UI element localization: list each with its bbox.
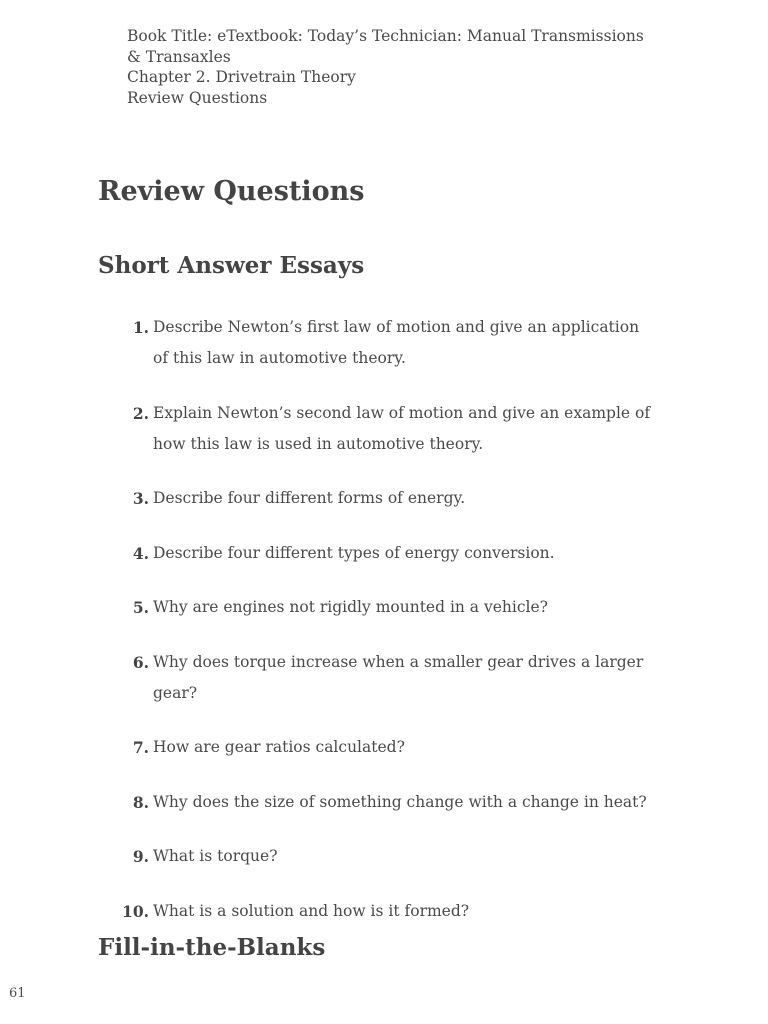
- question-item: [98, 592, 658, 623]
- question-text: Why does torque increase when a smaller gear drives a larger gear?: [153, 652, 644, 702]
- fill-in-the-blanks-heading: Fill-in-the-Blanks: [98, 934, 326, 961]
- question-number: 7.: [132, 738, 149, 757]
- question-text: Describe Newton’s first law of motion and give an application of this law in automotive theory.: [153, 318, 640, 367]
- question-item: [98, 538, 658, 569]
- question-number: 6.: [132, 652, 149, 672]
- question-item: [98, 398, 658, 460]
- short-answer-question-list: [98, 312, 658, 950]
- question-number: 10.: [122, 901, 149, 921]
- question-text: What is torque?: [153, 847, 278, 865]
- question-number: 2.: [132, 403, 149, 423]
- question-text: Why does the size of something change with a change in heat?: [153, 792, 647, 811]
- chapter-title: Chapter 2. Drivetrain Theory: [127, 68, 356, 86]
- question-text: Describe four different types of energy conversion.: [153, 543, 555, 562]
- question-number: 3.: [132, 489, 149, 508]
- question-number: 1.: [132, 318, 149, 337]
- question-item: [98, 841, 658, 872]
- question-text: Explain Newton’s second law of motion and give an example of how this law is used in automotive theory.: [153, 403, 651, 453]
- question-item: [98, 483, 658, 514]
- question-text: Why are engines not rigidly mounted in a vehicle?: [153, 598, 548, 616]
- question-number: 8.: [132, 792, 149, 812]
- page-title: Review Questions: [98, 176, 365, 207]
- question-item: [98, 647, 658, 709]
- question-text: Describe four different forms of energy.: [153, 489, 466, 507]
- question-item: [98, 732, 658, 763]
- question-number: 5.: [132, 598, 149, 617]
- question-text: How are gear ratios calculated?: [153, 738, 405, 756]
- book-header: [127, 26, 647, 108]
- section-title: Review Questions: [127, 88, 268, 107]
- question-item: [98, 312, 658, 374]
- question-number: 9.: [132, 847, 149, 866]
- question-item: [98, 896, 658, 927]
- question-number: 4.: [132, 543, 149, 563]
- short-answer-heading: Short Answer Essays: [98, 252, 365, 279]
- question-item: [98, 787, 658, 818]
- page-number: 61: [9, 986, 26, 1001]
- book-title: Book Title: eTextbook: Today’s Technician: Manual Transmissions & Transaxles: [127, 27, 644, 66]
- question-text: What is a solution and how is it formed?: [153, 901, 470, 920]
